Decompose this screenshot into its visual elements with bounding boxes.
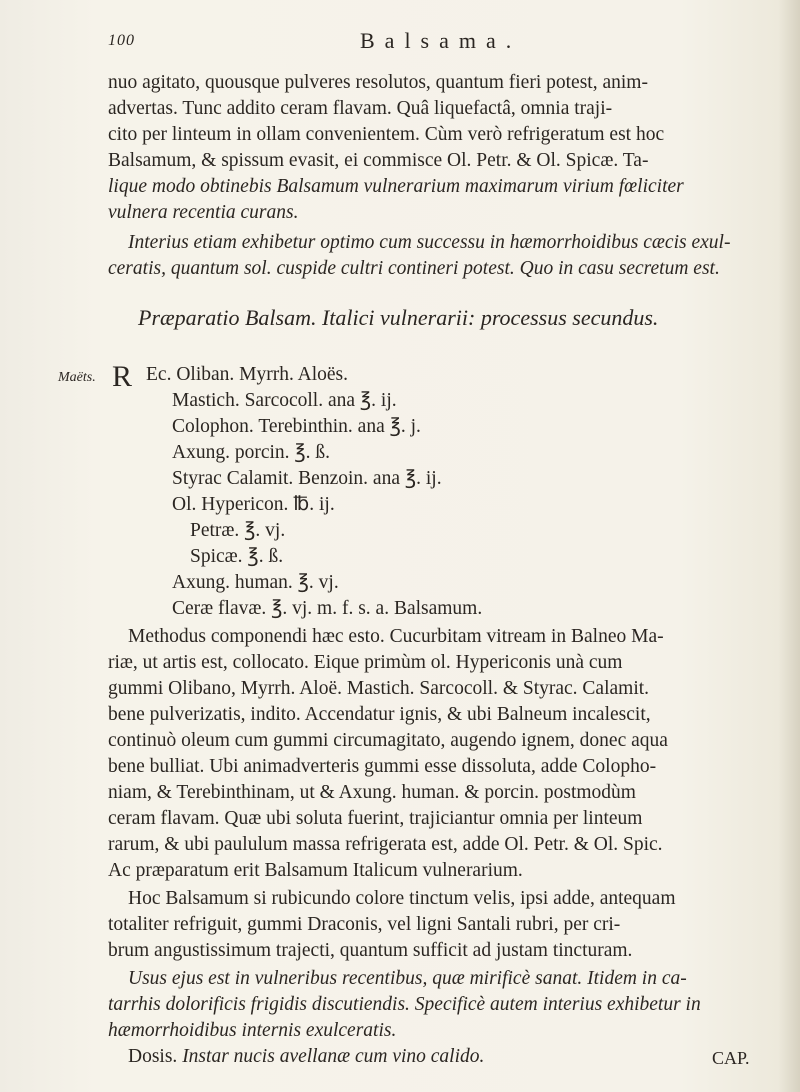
ingredient-line: Axung. porcin. ℥. ß. [172,442,331,463]
text-line: Methodus componendi hæc esto. Cucurbitam vitream in Balneo Ma- [128,626,664,647]
ingredient-line: Ec. Oliban. Myrrh. Aloës. [146,364,349,385]
text-line: continuò oleum cum gummi circumagitato, augendo ignem, donec aqua [108,730,668,751]
ingredient-line: Ceræ flavæ. ℥. vj. m. f. s. a. Balsamum. [172,598,483,619]
ingredient-line: Colophon. Terebinthin. ana ℥. j. [172,416,421,437]
text-line: riæ, ut artis est, collocato. Eique primùm ol. Hypericonis unà cum [108,652,623,673]
text-line: vulnera recentia curans. [108,202,299,223]
text-line: Usus ejus est in vulneribus recentibus, quæ mirificè sanat. Itidem in ca- [128,968,687,989]
text-line: Balsamum, & spissum evasit, ei commisce Ol. Petr. & Ol. Spicæ. Ta- [108,150,649,171]
page-number: 100 [108,32,135,49]
text-line: Hoc Balsamum si rubicundo colore tinctum velis, ipsi adde, antequam [128,888,676,909]
ingredient-line: Styrac Calamit. Benzoin. ana ℥. ij. [172,468,442,489]
dosis [128,1044,484,1070]
ingredient-line: Mastich. Sarcocoll. ana ℥. ij. [172,390,397,411]
catchword: CAP. [712,1048,750,1068]
ingredient-line: Petræ. ℥. vj. [190,520,286,541]
text-line: gummi Olibano, Myrrh. Aloë. Mastich. Sarcocoll. & Styrac. Calamit. [108,678,650,699]
section-heading: Præparatio Balsam. Italici vulnerarii: processus secundus. [138,305,659,330]
text-line: Interius etiam exhibetur optimo cum successu in hæmorrhoidibus cæcis exul- [128,232,731,253]
page-header [108,28,708,62]
ingredient-line: Spicæ. ℥. ß. [190,546,284,567]
text-line: niam, & Terebinthinam, ut & Axung. human. & porcin. postmodùm [108,782,636,803]
recipe-symbol: R [112,360,133,393]
text-line: bene bulliat. Ubi animadverteris gummi esse dissoluta, adde Colopho- [108,756,657,777]
text-line: lique modo obtinebis Balsamum vulnerarium maximarum virium fœliciter [108,176,684,197]
ingredient-line: Axung. human. ℥. vj. [172,572,339,593]
margin-note: Maëts. [58,370,96,385]
text-line: nuo agitato, quousque pulveres resolutos, quantum fieri potest, anim- [108,72,648,93]
text-line: ceratis, quantum sol. cuspide cultri contineri potest. Quo in casu secretum est. [108,258,720,279]
ingredient-line: Ol. Hypericon. ℔. ij. [172,494,335,515]
dosis-label: Dosis. [128,1046,178,1067]
page-edge-shadow [778,0,800,1092]
text-line: hæmorrhoidibus internis exulceratis. [108,1020,397,1041]
text-line: advertas. Tunc addito ceram flavam. Quâ liquefactâ, omnia traji- [108,98,613,119]
text-line: totaliter refriguit, gummi Draconis, vel ligni Santali rubri, per cri- [108,914,621,935]
text-line: rarum, & ubi paululum massa refrigerata est, adde Ol. Petr. & Ol. Spic. [108,834,663,855]
text-line: ceram flavam. Quæ ubi soluta fuerint, trajiciantur omnia per linteum [108,808,643,829]
text-line: tarrhis dolorificis frigidis discutiendis. Specificè autem interius exhibetur in [108,994,701,1015]
text-line: bene pulverizatis, indito. Accendatur ignis, & ubi Balneum incalescit, [108,704,651,725]
text-line: brum angustissimum trajecti, quantum sufficit ad justam tincturam. [108,940,633,961]
text-line: Ac præparatum erit Balsamum Italicum vulnerarium. [108,860,523,881]
running-title: Balsama. [360,28,522,53]
dosis-text: Instar nucis avellanæ cum vino calido. [182,1046,485,1067]
text-line: cito per linteum in ollam convenientem. Cùm verò refrigeratum est hoc [108,124,665,145]
